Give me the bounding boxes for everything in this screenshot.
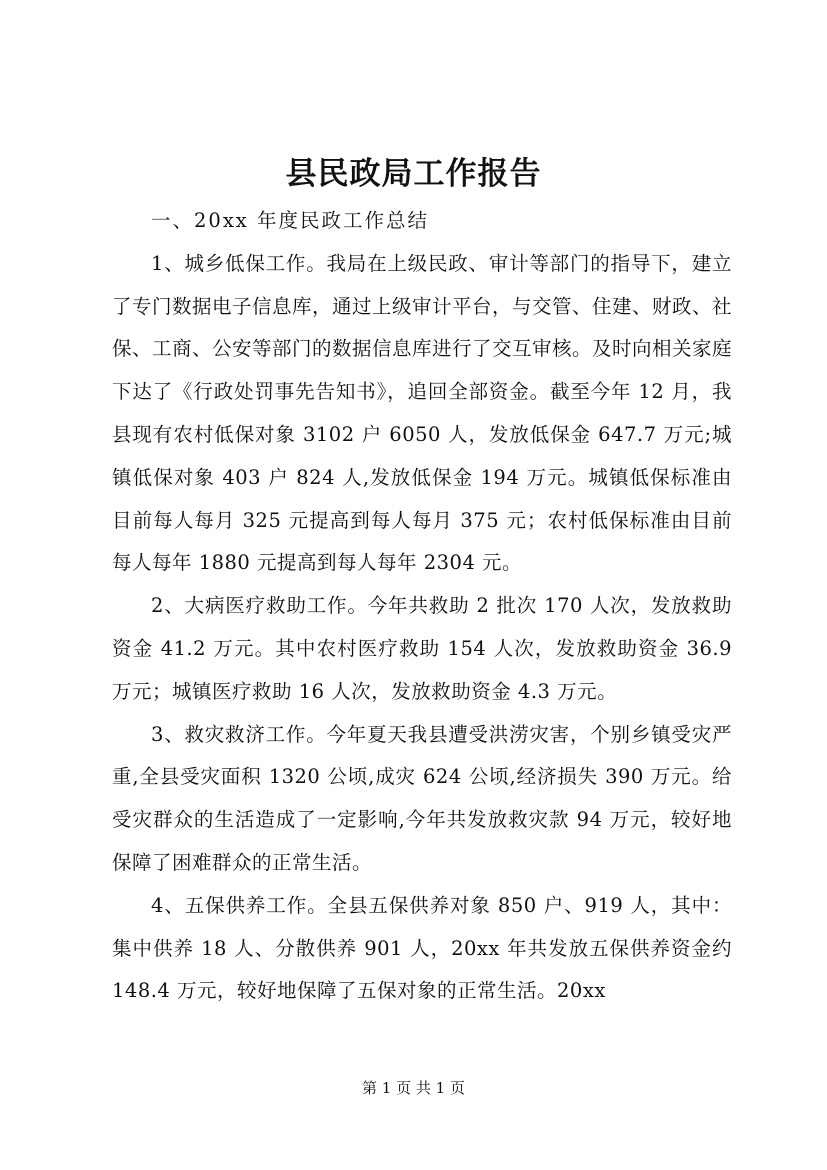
document-body bbox=[112, 200, 732, 1013]
section-heading: 一、20xx 年度民政工作总结 bbox=[151, 209, 430, 232]
paragraph-2: 2、大病医疗救助工作。今年共救助 2 批次 170 人次，发放救助资金 41.2 万元。其中农村医疗救助 154 人次，发放救助资金 36.9 万元；城镇医疗救助 16 人次，发放救助资金 4.3 万元。 bbox=[112, 594, 732, 703]
page-footer: 第 1 页 共 1 页 bbox=[362, 1079, 465, 1097]
paragraph-1: 1、城乡低保工作。我局在上级民政、审计等部门的指导下，建立了专门数据电子信息库，通过上级审计平台，与交管、住建、财政、社保、工商、公安等部门的数据信息库进行了交互审核。及时向相关家庭下达了《行政处罚事先告知书》，追回全部资金。截至今年 12 月，我县现有农村低保对象 3102 户 6050 人，发放低保金 647.7 万元;城镇低保对象 403 户 824 人,发放低保金 194 万元。城镇低保标准由目前每人每月 325 元提高到每人每月 375 元；农村低保标准由目前每人每年 1880 元提高到每人每年 2304 元。 bbox=[112, 251, 733, 575]
paragraph-4: 4、五保供养工作。全县五保供养对象 850 户、919 人，其中：集中供养 18 人、分散供养 901 人，20xx 年共发放五保供养资金约 148.4 万元，较好地保障了五保对象的正常生活。20xx bbox=[112, 893, 732, 1003]
paragraph-3: 3、救灾救济工作。今年夏天我县遭受洪涝灾害，个别乡镇受灾严重,全县受灾面积 1320 公顷,成灾 624 公顷,经济损失 390 万元。给受灾群众的生活造成了一定影响,今年共发放救灾款 94 万元，较好地保障了困难群众的正常生活。 bbox=[112, 722, 732, 874]
document-title: 县民政局工作报告 bbox=[285, 156, 542, 192]
